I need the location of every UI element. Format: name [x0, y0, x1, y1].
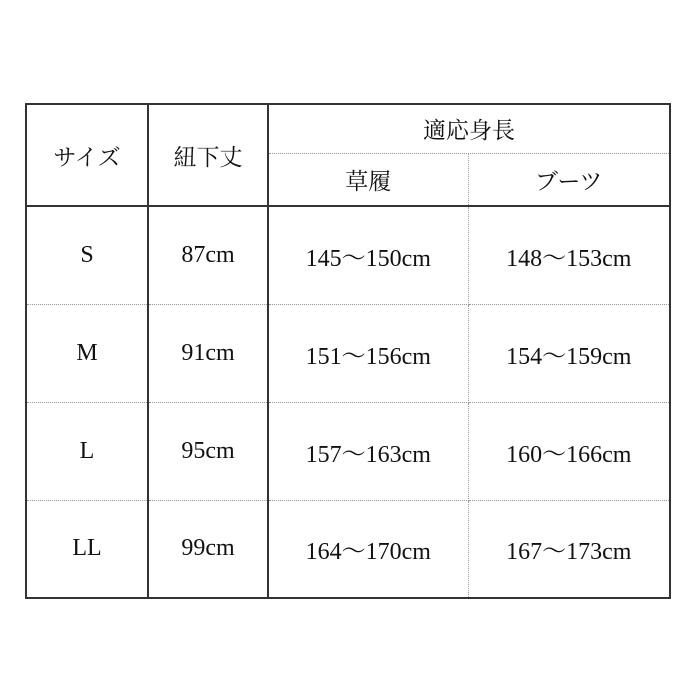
header-boots: ブーツ: [468, 153, 670, 206]
cell-boots: 167〜173cm: [506, 539, 632, 566]
size-chart-table: [25, 103, 671, 599]
cell-himoshita: 95cm: [148, 402, 268, 500]
header-himoshita: 紐下丈: [148, 104, 268, 206]
table-row-m: [26, 304, 670, 402]
header-height-group: 適応身長: [268, 104, 670, 153]
table-row-s: [26, 206, 670, 304]
cell-boots: 160〜166cm: [468, 402, 670, 500]
cell-zori: 164〜170cm: [268, 500, 468, 598]
cell-size: S: [26, 206, 148, 304]
cell-himoshita: 91cm: [148, 304, 268, 402]
header-size: サイズ: [26, 104, 148, 206]
cell-himoshita: 99cm: [148, 500, 268, 598]
cell-zori: 145〜150cm: [268, 206, 468, 304]
cell-size: LL: [26, 500, 148, 598]
table-row-ll: [26, 500, 670, 598]
header-row-1: [26, 104, 670, 153]
cell-boots: 154〜159cm: [468, 304, 670, 402]
cell-size: L: [26, 402, 148, 500]
table-row-l: [26, 402, 670, 500]
cell-himoshita: 87cm: [148, 206, 268, 304]
header-zori: 草履: [268, 153, 468, 206]
cell-zori: 157〜163cm: [268, 402, 468, 500]
cell-zori: 151〜156cm: [268, 304, 468, 402]
cell-size: M: [26, 304, 148, 402]
cell-boots: 148〜153cm: [468, 206, 670, 304]
